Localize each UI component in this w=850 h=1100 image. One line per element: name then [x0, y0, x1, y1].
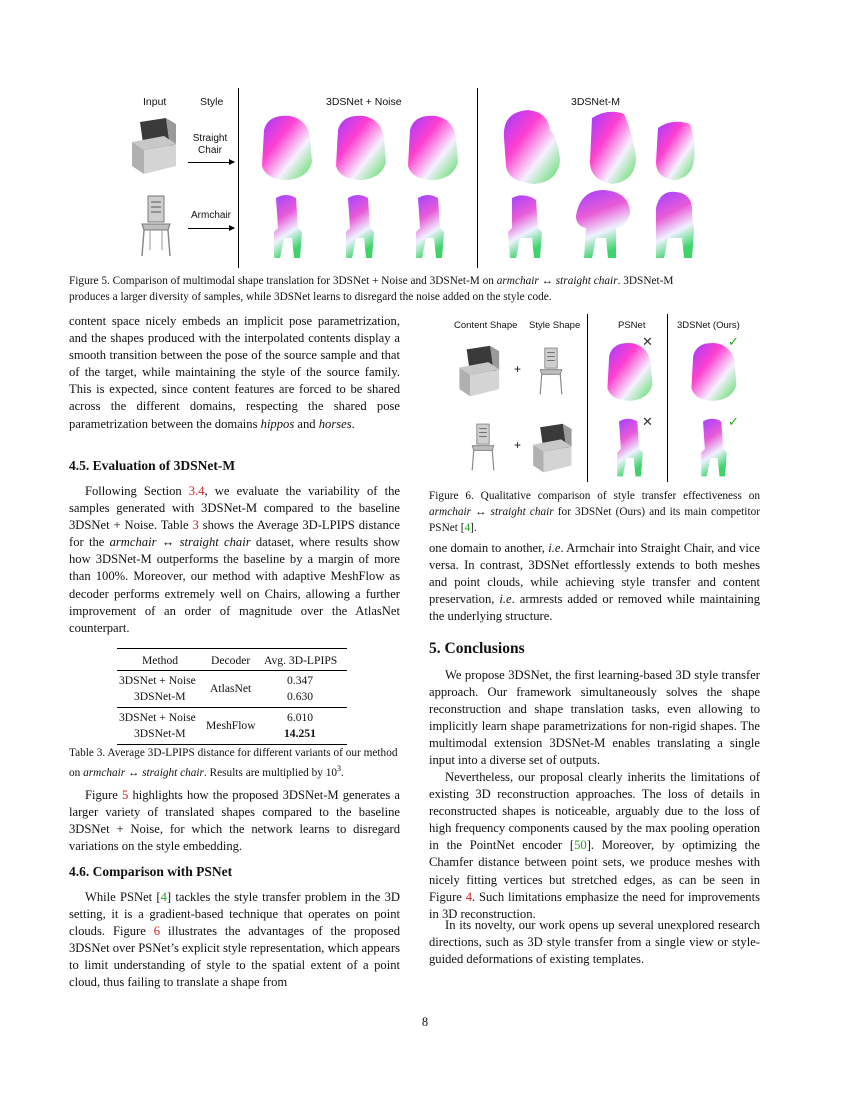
style-straight-chair-image — [534, 342, 568, 402]
content-straight-chair-image — [466, 418, 500, 478]
right-para-1-a: one domain to another, — [429, 541, 549, 555]
figure6-caption-a: Figure 6. Qualitative comparison of style transfer effectiveness on — [429, 490, 760, 502]
table-cell-method: 3DSNet-M — [134, 727, 186, 740]
table-cell-value: 0.347 — [287, 674, 314, 687]
right-para-3-c: . Such limitations emphasize the need for improvements in 3D reconstruction. — [429, 889, 760, 921]
italic-ie: i.e — [499, 592, 512, 607]
output-m-row1-1 — [498, 108, 568, 188]
left-para-2-b: , we evaluate the variability of the samples generated with 3DSNet-M compared to the baseline 3DSNet + Noise. Table — [69, 484, 400, 533]
output-noise-row1-2 — [330, 112, 390, 184]
figure6-caption-italic: armchair ↔ straight chair — [429, 506, 554, 518]
table-header-decoder: Decoder — [211, 654, 251, 667]
fig6-divider-2 — [667, 314, 668, 482]
cross-icon: ✕ — [642, 414, 653, 429]
table-rule-header — [117, 670, 347, 671]
right-para-1-c: . armrests added or removed while maintaining the underlying structure. — [429, 592, 760, 624]
fig5-header-input: Input — [143, 96, 167, 108]
right-para-3-a: Nevertheless, our proposal clearly inherits the limitations of existing 3D reconstruction approaches. The loss of details in reconstructed shapes is noticeable, arguably due to the loss of high frequency components caused by the max pooling operation in the PointNet encoder [ — [429, 770, 760, 853]
style-label-straight-l2: Chair — [198, 145, 222, 156]
italic-horses: horses — [318, 416, 352, 431]
figure5-caption-a: Figure 5. Comparison of multimodal shape translation for 3DSNet + Noise and 3DSNet-M on — [69, 275, 497, 287]
right-para-1-b: . Armchair into Straight Chair, and vice versa. In contrast, 3DSNet effortlessly extends to both meshes and point clouds, while achieving style transfer and content preservation, — [429, 541, 760, 607]
section-4-5-heading: 4.5. Evaluation of 3DSNet-M — [69, 458, 236, 473]
left-para-4 — [69, 889, 400, 992]
table3-caption-c: . — [341, 766, 344, 779]
plus-icon: + — [514, 438, 522, 452]
fig5-header-m: 3DSNet-M — [571, 96, 621, 108]
left-para-3-a: Figure — [85, 788, 123, 802]
figure6-caption-c: ]. — [470, 522, 477, 534]
content-armchair-image — [454, 342, 510, 402]
table3-caption-italic: armchair ↔ straight chair — [83, 766, 204, 779]
figure5-caption-c: . 3DSNet-M — [617, 275, 674, 287]
page-number: 8 — [421, 1015, 429, 1029]
output-m-row2-2 — [570, 186, 636, 264]
figure-ref-link[interactable]: 6 — [153, 924, 161, 939]
output-noise-row2-3 — [408, 192, 452, 262]
figure-5 — [110, 88, 760, 268]
style-label-armchair: Armchair — [190, 210, 231, 221]
figure5-caption-line2: produces a larger diversity of samples, while 3DSNet learns to disregard the noise added on the style code. — [69, 291, 552, 303]
figure-6 — [442, 312, 767, 482]
figure-ref-link[interactable]: 4 — [465, 889, 472, 904]
figure5-caption-italic: armchair ↔ straight chair — [496, 275, 618, 287]
fig5-divider-left — [238, 88, 239, 268]
left-para-2-a: Following Section — [85, 484, 189, 498]
table-cell-value: 6.010 — [287, 711, 314, 724]
output-m-row1-3 — [650, 116, 700, 184]
left-para-2-italic: armchair ↔ straight chair — [109, 535, 251, 550]
plus-icon: + — [514, 362, 522, 376]
word-and: and — [297, 416, 316, 431]
left-para-4-c: illustrates the advantages of the proposed 3DSNet over PSNet’s explicit style representation, which appears to limit understanding of style to the spatial extent of a point cloud, thus failing to translate a shape from — [69, 924, 400, 990]
output-noise-row2-1 — [266, 192, 310, 262]
citation-link[interactable]: 4 — [464, 522, 471, 534]
output-noise-row1-3 — [402, 112, 462, 184]
left-para-4-b: ] tackles the style transfer problem in the 3D setting, it is a gradient-based technique that operates on point clouds. Figure — [69, 890, 400, 939]
output-noise-row2-2 — [338, 192, 382, 262]
table-cell-decoder: AtlasNet — [210, 682, 252, 695]
input-straight-chair-image — [134, 194, 178, 260]
citation-link[interactable]: 50 — [574, 838, 587, 853]
table-header-method: Method — [142, 654, 179, 667]
output-m-row2-3 — [646, 188, 702, 262]
right-para-3 — [429, 769, 760, 923]
table-cell-decoder: MeshFlow — [206, 719, 256, 732]
citation-link[interactable]: 4 — [160, 890, 167, 904]
input-armchair-image — [126, 116, 188, 178]
fig6-header-style: Style Shape — [529, 320, 581, 331]
right-para-2-text: We propose 3DSNet, the first learning-based 3D style transfer approach. Our framework simultaneously solves the shape reconstruction and shape translation tasks, even allowing to implicitly learn shape parametrizations for non-rigid shapes. The multimodal extension 3DSNet-M enables translating a single input into a diverse set of outputs. — [429, 668, 760, 768]
left-para-1: content space nicely embeds an implicit pose parametrization, and the shapes produced with the interpolated contents display a smooth transition between the pose of the source sample and that of the target, while maintaining the style of the source family. This is expected, since content features are forced to be shared across the different domains, respecting the shared pose parametrization between the domains hippos and horses. — [69, 314, 400, 431]
right-para-2 — [429, 667, 760, 770]
style-armchair-image — [528, 420, 582, 478]
table3-caption-a: Table 3. Average 3D-LPIPS distance for different variants of our method on — [69, 747, 398, 779]
table-ref-link[interactable]: 3 — [192, 518, 199, 533]
figure5-caption — [69, 273, 781, 305]
fig5-header-style: Style — [200, 96, 224, 108]
output-m-row1-2 — [582, 108, 642, 188]
left-para-4-a: While PSNet [ — [85, 890, 161, 904]
left-para-1-text: content space nicely embeds an implicit pose parametrization, and the shapes produced with the interpolated contents display a smooth transition between the pose of the source sample and that of the target, while maintaining the style of the source family. This is expected, since content features are forced to be shared across the different domains, respecting the shared pose parametrization between the domains — [69, 314, 400, 431]
left-para-3-b: highlights how the proposed 3DSNet-M generates a larger variety of translated shapes compared to the baseline 3DSNet + Noise, for which the network learns to disregard variations on the style embedding. — [69, 788, 400, 854]
figure6-caption — [429, 488, 760, 536]
arrow-icon — [188, 162, 234, 163]
table3-caption-b: . Results are multiplied by 10 — [203, 766, 337, 779]
table-cell-value-best: 14.251 — [284, 727, 316, 740]
style-label-straight-l1: Straight — [192, 133, 228, 144]
table-rule-top — [117, 648, 347, 649]
table-rule-mid — [117, 707, 347, 708]
figure6-caption-b: for 3DSNet (Ours) and its main competitor PSNet [ — [429, 506, 760, 534]
check-icon: ✓ — [728, 414, 739, 429]
fig6-header-psnet: PSNet — [618, 320, 646, 331]
fig6-header-ours: 3DSNet (Ours) — [677, 320, 740, 331]
right-para-3-b: ]. Moreover, by optimizing the Chamfer distance between point sets, we produce meshes with nicely fitting vertices but stretched edges, as can be seen in Figure — [429, 838, 760, 904]
left-para-2 — [69, 483, 400, 637]
table-cell-value: 0.630 — [287, 690, 314, 703]
italic-hippos: hippos — [260, 416, 295, 431]
table-cell-method: 3DSNet-M — [134, 690, 186, 703]
table-cell-method: 3DSNet + Noise — [119, 674, 196, 687]
figure5-caption-line1 — [69, 273, 781, 289]
right-para-4 — [429, 917, 760, 968]
section-ref-link[interactable]: 3.4 — [188, 484, 205, 498]
check-icon: ✓ — [728, 334, 739, 349]
section-4-6-heading: 4.6. Comparison with PSNet — [69, 864, 233, 879]
table-cell-method: 3DSNet + Noise — [119, 711, 196, 724]
table-header-lpips: Avg. 3D-LPIPS — [264, 654, 338, 667]
left-para-2-c: shows the Average 3D-LPIPS distance for the — [69, 518, 400, 550]
figure-ref-link[interactable]: 5 — [122, 788, 129, 802]
right-para-4-text: In its novelty, our work opens up several unexplored research directions, such as 3D style transfer from a single view or style-guided deformations of existing templates. — [429, 918, 760, 967]
output-m-row2-1 — [500, 192, 550, 262]
output-noise-row1-1 — [256, 112, 316, 184]
style-label-straight — [190, 133, 230, 157]
arrow-icon — [188, 228, 234, 229]
table3-caption — [69, 745, 400, 781]
italic-ie: i.e — [548, 541, 561, 555]
left-para-2-d: dataset, where results show how 3DSNet-M outperforms the baseline by a margin of more than 100%. Moreover, our method with adaptive MeshFlow as decoder performs extremely well on Chairs, allowing a further improvement of an order of magnitude over the AtlasNet counterpart. — [69, 535, 400, 635]
left-para-3 — [69, 787, 400, 855]
table3-caption-sup: 3 — [337, 764, 341, 773]
fig6-header-content: Content Shape — [454, 320, 518, 331]
cross-icon: ✕ — [642, 334, 653, 349]
right-para-1 — [429, 540, 760, 625]
fig5-divider-mid — [477, 88, 478, 268]
section-5-heading: 5. Conclusions — [429, 640, 525, 657]
fig5-header-noise: 3DSNet + Noise — [326, 96, 402, 108]
fig6-divider-1 — [587, 314, 588, 482]
